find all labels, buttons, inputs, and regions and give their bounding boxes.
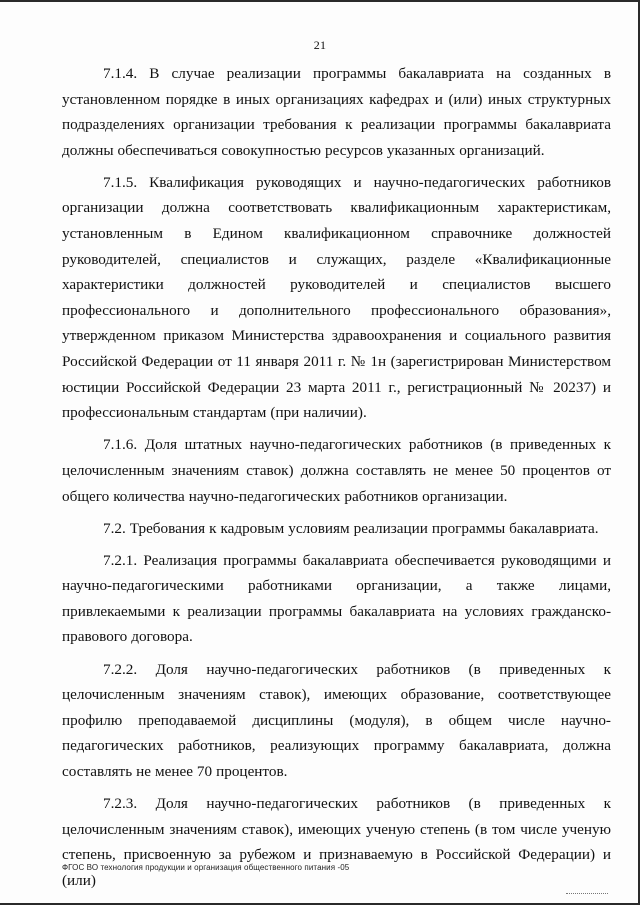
paragraph-7-1-5: 7.1.5. Квалификация руководящих и научно-педагогических работников организации должна соответствовать квалификационным характеристикам, установленным в Едином квалификационном справочнике должностей руководителей, специалистов и служащих, разделе «Квалификационные характеристики должностей руководителей и специалистов высшего профессионального и дополнительного профессионального образования», утвержденном приказом Министерства здравоохранения и социального развития Российской Федерации от 11 января 2011 г. № 1н (зарегистрирован Министерством юстиции Российской Федерации 23 марта 2011 г., регистрационный № 20237) и профессиональным стандартам (при наличии).	[62, 173, 611, 422]
scan-artifact-dots	[566, 893, 608, 895]
document-body	[62, 61, 611, 900]
paragraph-7-2-2: 7.2.2. Доля научно-педагогических работников (в приведенных к целочисленным значениям ставок), имеющих образование, соответствующее профилю преподаваемой дисциплины (модуля), в общем числе научно-педагогических работников, реализующих программу бакалавриата, должна составлять не менее 70 процентов.	[62, 660, 611, 780]
scan-border-top	[0, 0, 640, 2]
paragraph-7-1-4: 7.1.4. В случае реализации программы бакалавриата на созданных в установленном порядке в иных организациях кафедрах и (или) иных структурных подразделениях организации требования к реализации программы бакалавриата должны обеспечиваться совокупностью ресурсов указанных организаций.	[62, 65, 611, 159]
paragraph-7-2-1: 7.2.1. Реализация программы бакалавриата обеспечивается руководящими и научно-педагогическими работниками организации, а также лицами, привлекаемыми к реализации программы бакалавриата на условиях гражданско-правового договора.	[62, 551, 611, 646]
paragraph-7-2-3: 7.2.3. Доля научно-педагогических работников (в приведенных к целочисленным значениям ставок), имеющих ученую степень (в том числе ученую степень, присвоенную за рубежом и признаваемую в Российской Федерации) и (или)	[62, 795, 611, 889]
page-number: 21	[313, 38, 327, 52]
paragraph-7-1-6: 7.1.6. Доля штатных научно-педагогических работников (в приведенных к целочисленным значениям ставок) должна составлять не менее 50 процентов от общего количества научно-педагогических работников организации.	[62, 436, 611, 505]
paragraph-7-2: 7.2. Требования к кадровым условиям реализации программы бакалавриата.	[103, 519, 599, 537]
document-footer: ФГОС ВО технология продукции и организация общественного питания -05	[62, 863, 350, 872]
